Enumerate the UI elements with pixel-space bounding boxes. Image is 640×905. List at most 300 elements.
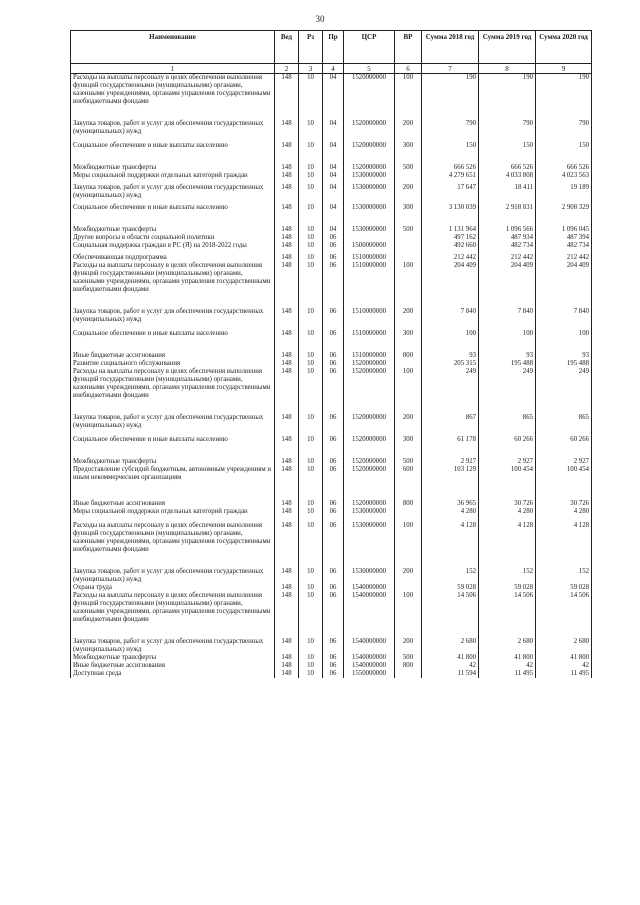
row-rz: 10 bbox=[299, 172, 323, 184]
row-sum-2019: 30 726 bbox=[479, 500, 536, 508]
row-pr: 06 bbox=[323, 508, 344, 522]
row-rz: 10 bbox=[299, 234, 323, 242]
row-sum-2020: 100 454 bbox=[536, 466, 592, 500]
row-ved: 148 bbox=[275, 184, 299, 204]
row-csr: 1530000000 bbox=[344, 568, 395, 584]
header-sum-2019: Сумма 2019 год bbox=[479, 31, 536, 64]
row-ved: 148 bbox=[275, 142, 299, 164]
row-name: Закупка товаров, работ и услуг для обеспечения государственных (муниципальных) нужд bbox=[71, 638, 275, 654]
row-rz: 10 bbox=[299, 352, 323, 360]
row-csr: 1530000000 bbox=[344, 522, 395, 568]
row-name: Охрана труда bbox=[71, 584, 275, 592]
budget-table bbox=[70, 30, 591, 678]
row-sum-2020: 482 734 bbox=[536, 242, 592, 254]
row-vr bbox=[395, 360, 422, 368]
row-pr: 06 bbox=[323, 592, 344, 638]
row-vr bbox=[395, 670, 422, 678]
row-csr: 1510000000 bbox=[344, 254, 395, 262]
row-vr: 800 bbox=[395, 500, 422, 508]
row-pr: 06 bbox=[323, 352, 344, 360]
row-sum-2020: 60 266 bbox=[536, 436, 592, 458]
row-sum-2018: 212 442 bbox=[422, 254, 479, 262]
row-pr: 06 bbox=[323, 466, 344, 500]
row-name: Расходы на выплаты персоналу в целях обеспечения выполнения функций государственными (муниципальными) органами, казенными учреждениями, органами управления государственными внебюджетными фондами bbox=[71, 522, 275, 568]
row-ved: 148 bbox=[275, 368, 299, 414]
table-row bbox=[71, 466, 592, 500]
row-ved: 148 bbox=[275, 234, 299, 242]
row-csr: 1530000000 bbox=[344, 184, 395, 204]
row-vr bbox=[395, 254, 422, 262]
row-rz: 10 bbox=[299, 184, 323, 204]
row-pr: 06 bbox=[323, 670, 344, 678]
row-rz: 10 bbox=[299, 226, 323, 234]
row-rz: 10 bbox=[299, 584, 323, 592]
row-sum-2018: 41 800 bbox=[422, 654, 479, 662]
row-csr: 1540000000 bbox=[344, 584, 395, 592]
header-name: Наименование bbox=[71, 31, 275, 64]
row-sum-2020: 14 506 bbox=[536, 592, 592, 638]
row-csr: 1540000000 bbox=[344, 638, 395, 654]
row-name: Доступная среда bbox=[71, 670, 275, 678]
row-rz: 10 bbox=[299, 142, 323, 164]
column-number: 4 bbox=[323, 64, 344, 74]
table-row bbox=[71, 592, 592, 638]
table-row bbox=[71, 638, 592, 654]
row-ved: 148 bbox=[275, 584, 299, 592]
row-rz: 10 bbox=[299, 638, 323, 654]
row-ved: 148 bbox=[275, 458, 299, 466]
row-sum-2019: 2 680 bbox=[479, 638, 536, 654]
row-csr: 1520000000 bbox=[344, 142, 395, 164]
table-row bbox=[71, 120, 592, 142]
row-pr: 06 bbox=[323, 254, 344, 262]
table-row bbox=[71, 308, 592, 330]
row-csr: 1540000000 bbox=[344, 654, 395, 662]
row-ved: 148 bbox=[275, 360, 299, 368]
row-pr: 04 bbox=[323, 142, 344, 164]
row-csr: 1530000000 bbox=[344, 226, 395, 234]
row-vr: 800 bbox=[395, 662, 422, 670]
column-number-row bbox=[71, 64, 592, 74]
row-sum-2018: 867 bbox=[422, 414, 479, 436]
row-rz: 10 bbox=[299, 74, 323, 121]
row-sum-2019: 790 bbox=[479, 120, 536, 142]
row-sum-2018: 17 647 bbox=[422, 184, 479, 204]
row-sum-2018: 152 bbox=[422, 568, 479, 584]
header-vr: ВР bbox=[395, 31, 422, 64]
row-csr: 1520000000 bbox=[344, 360, 395, 368]
row-vr: 500 bbox=[395, 164, 422, 172]
table-row bbox=[71, 242, 592, 254]
row-csr: 1530000000 bbox=[344, 172, 395, 184]
row-rz: 10 bbox=[299, 568, 323, 584]
header-row bbox=[71, 31, 592, 64]
row-name: Меры социальной поддержки отдельных категорий граждан bbox=[71, 508, 275, 522]
row-sum-2019: 42 bbox=[479, 662, 536, 670]
column-number: 5 bbox=[344, 64, 395, 74]
row-ved: 148 bbox=[275, 638, 299, 654]
row-rz: 10 bbox=[299, 436, 323, 458]
row-vr: 100 bbox=[395, 592, 422, 638]
row-rz: 10 bbox=[299, 508, 323, 522]
row-vr: 100 bbox=[395, 368, 422, 414]
header-ved: Вед bbox=[275, 31, 299, 64]
row-sum-2020: 152 bbox=[536, 568, 592, 584]
row-name: Обеспечивающая подпрограмма bbox=[71, 254, 275, 262]
row-rz: 10 bbox=[299, 500, 323, 508]
row-name: Социальное обеспечение и иные выплаты населению bbox=[71, 436, 275, 458]
row-csr: 1520000000 bbox=[344, 500, 395, 508]
row-sum-2020: 11 495 bbox=[536, 670, 592, 678]
row-sum-2019: 100 bbox=[479, 330, 536, 352]
row-sum-2019: 14 506 bbox=[479, 592, 536, 638]
row-csr: 1520000000 bbox=[344, 368, 395, 414]
row-pr: 06 bbox=[323, 242, 344, 254]
row-sum-2018: 790 bbox=[422, 120, 479, 142]
row-pr: 06 bbox=[323, 662, 344, 670]
header-sum-2018: Сумма 2018 год bbox=[422, 31, 479, 64]
row-rz: 10 bbox=[299, 662, 323, 670]
row-pr: 04 bbox=[323, 226, 344, 234]
row-sum-2020: 204 409 bbox=[536, 262, 592, 308]
row-ved: 148 bbox=[275, 592, 299, 638]
row-ved: 148 bbox=[275, 568, 299, 584]
column-number: 7 bbox=[422, 64, 479, 74]
row-sum-2019: 487 934 bbox=[479, 234, 536, 242]
row-sum-2019: 152 bbox=[479, 568, 536, 584]
row-ved: 148 bbox=[275, 74, 299, 121]
row-sum-2020: 195 488 bbox=[536, 360, 592, 368]
table-row bbox=[71, 670, 592, 678]
row-pr: 04 bbox=[323, 172, 344, 184]
row-pr: 06 bbox=[323, 654, 344, 662]
row-sum-2019: 41 800 bbox=[479, 654, 536, 662]
row-sum-2019: 195 488 bbox=[479, 360, 536, 368]
table-row bbox=[71, 414, 592, 436]
row-pr: 06 bbox=[323, 584, 344, 592]
row-sum-2018: 492 660 bbox=[422, 242, 479, 254]
table-row bbox=[71, 204, 592, 226]
row-sum-2020: 41 800 bbox=[536, 654, 592, 662]
row-sum-2019: 150 bbox=[479, 142, 536, 164]
row-rz: 10 bbox=[299, 242, 323, 254]
row-ved: 148 bbox=[275, 670, 299, 678]
row-rz: 10 bbox=[299, 330, 323, 352]
table-row bbox=[71, 262, 592, 308]
row-sum-2019: 190 bbox=[479, 74, 536, 121]
row-sum-2020: 249 bbox=[536, 368, 592, 414]
header-sum-2020: Сумма 2020 год bbox=[536, 31, 592, 64]
row-csr: 1550000000 bbox=[344, 670, 395, 678]
row-rz: 10 bbox=[299, 262, 323, 308]
row-name: Предоставление субсидий бюджетным, автономным учреждениям и иным некоммерческим организациям bbox=[71, 466, 275, 500]
row-ved: 148 bbox=[275, 164, 299, 172]
column-number: 2 bbox=[275, 64, 299, 74]
row-sum-2018: 36 965 bbox=[422, 500, 479, 508]
row-csr: 1510000000 bbox=[344, 308, 395, 330]
column-number: 1 bbox=[71, 64, 275, 74]
header-pr: Пр bbox=[323, 31, 344, 64]
row-name: Иные бюджетные ассигнования bbox=[71, 352, 275, 360]
table-row bbox=[71, 662, 592, 670]
row-sum-2018: 103 129 bbox=[422, 466, 479, 500]
row-pr: 06 bbox=[323, 458, 344, 466]
row-sum-2019: 249 bbox=[479, 368, 536, 414]
row-sum-2019: 11 495 bbox=[479, 670, 536, 678]
row-ved: 148 bbox=[275, 242, 299, 254]
column-number: 3 bbox=[299, 64, 323, 74]
row-sum-2019: 59 028 bbox=[479, 584, 536, 592]
row-sum-2018: 42 bbox=[422, 662, 479, 670]
row-name: Социальное обеспечение и иные выплаты населению bbox=[71, 330, 275, 352]
row-rz: 10 bbox=[299, 360, 323, 368]
table-row bbox=[71, 368, 592, 414]
row-csr: 1510000000 bbox=[344, 330, 395, 352]
row-csr: 1530000000 bbox=[344, 508, 395, 522]
row-vr bbox=[395, 172, 422, 184]
row-rz: 10 bbox=[299, 654, 323, 662]
row-name: Расходы на выплаты персоналу в целях обеспечения выполнения функций государственными (муниципальными) органами, казенными учреждениями, органами управления государственными внебюджетными фондами bbox=[71, 74, 275, 121]
row-sum-2018: 4 279 651 bbox=[422, 172, 479, 184]
table-row bbox=[71, 654, 592, 662]
row-sum-2018: 2 680 bbox=[422, 638, 479, 654]
row-name: Развитие социального обслуживания bbox=[71, 360, 275, 368]
row-pr: 06 bbox=[323, 368, 344, 414]
row-name: Меры социальной поддержки отдельных категорий граждан bbox=[71, 172, 275, 184]
row-rz: 10 bbox=[299, 204, 323, 226]
table-row bbox=[71, 74, 592, 121]
row-name: Межбюджетные трансферты bbox=[71, 654, 275, 662]
row-rz: 10 bbox=[299, 120, 323, 142]
row-ved: 148 bbox=[275, 654, 299, 662]
row-sum-2019: 212 442 bbox=[479, 254, 536, 262]
row-csr: 1520000000 bbox=[344, 414, 395, 436]
row-pr: 04 bbox=[323, 164, 344, 172]
row-sum-2020: 59 028 bbox=[536, 584, 592, 592]
table-row bbox=[71, 584, 592, 592]
table-row bbox=[71, 436, 592, 458]
row-ved: 148 bbox=[275, 500, 299, 508]
row-sum-2020: 1 096 045 bbox=[536, 226, 592, 234]
row-sum-2020: 2 908 329 bbox=[536, 204, 592, 226]
row-sum-2018: 7 840 bbox=[422, 308, 479, 330]
table-row bbox=[71, 352, 592, 360]
row-ved: 148 bbox=[275, 522, 299, 568]
row-name: Расходы на выплаты персоналу в целях обеспечения выполнения функций государственными (муниципальными) органами, казенными учреждениями, органами управления государственными внебюджетными фондами bbox=[71, 592, 275, 638]
row-pr: 04 bbox=[323, 184, 344, 204]
table-row bbox=[71, 172, 592, 184]
row-csr: 1510000000 bbox=[344, 262, 395, 308]
row-sum-2019: 4 033 808 bbox=[479, 172, 536, 184]
row-sum-2020: 4 128 bbox=[536, 522, 592, 568]
row-sum-2019: 666 526 bbox=[479, 164, 536, 172]
row-pr: 06 bbox=[323, 522, 344, 568]
row-sum-2019: 60 266 bbox=[479, 436, 536, 458]
row-sum-2020: 42 bbox=[536, 662, 592, 670]
row-vr: 100 bbox=[395, 74, 422, 121]
row-pr: 04 bbox=[323, 74, 344, 121]
row-sum-2018: 4 280 bbox=[422, 508, 479, 522]
row-pr: 06 bbox=[323, 568, 344, 584]
table-row bbox=[71, 164, 592, 172]
row-sum-2018: 11 594 bbox=[422, 670, 479, 678]
row-vr: 500 bbox=[395, 458, 422, 466]
row-sum-2019: 7 840 bbox=[479, 308, 536, 330]
row-vr: 300 bbox=[395, 142, 422, 164]
row-csr: 1520000000 bbox=[344, 74, 395, 121]
row-rz: 10 bbox=[299, 368, 323, 414]
row-vr: 300 bbox=[395, 330, 422, 352]
row-vr bbox=[395, 584, 422, 592]
row-sum-2018: 205 315 bbox=[422, 360, 479, 368]
row-pr: 04 bbox=[323, 204, 344, 226]
row-sum-2019: 4 280 bbox=[479, 508, 536, 522]
column-number: 9 bbox=[536, 64, 592, 74]
table-row bbox=[71, 522, 592, 568]
page-number: 30 bbox=[315, 14, 325, 24]
row-vr: 500 bbox=[395, 226, 422, 234]
row-name: Межбюджетные трансферты bbox=[71, 458, 275, 466]
table-row bbox=[71, 360, 592, 368]
row-name: Межбюджетные трансферты bbox=[71, 226, 275, 234]
row-vr bbox=[395, 242, 422, 254]
row-rz: 10 bbox=[299, 522, 323, 568]
row-sum-2020: 2 680 bbox=[536, 638, 592, 654]
row-vr: 800 bbox=[395, 352, 422, 360]
row-sum-2018: 3 130 039 bbox=[422, 204, 479, 226]
row-rz: 10 bbox=[299, 466, 323, 500]
row-name: Иные бюджетные ассигнования bbox=[71, 500, 275, 508]
row-sum-2020: 19 189 bbox=[536, 184, 592, 204]
row-sum-2018: 59 028 bbox=[422, 584, 479, 592]
table-row bbox=[71, 568, 592, 584]
row-vr: 600 bbox=[395, 466, 422, 500]
row-sum-2018: 100 bbox=[422, 330, 479, 352]
row-sum-2019: 2 918 831 bbox=[479, 204, 536, 226]
row-vr: 100 bbox=[395, 522, 422, 568]
header-csr: ЦСР bbox=[344, 31, 395, 64]
row-rz: 10 bbox=[299, 164, 323, 172]
row-ved: 148 bbox=[275, 254, 299, 262]
column-number: 6 bbox=[395, 64, 422, 74]
row-sum-2018: 497 162 bbox=[422, 234, 479, 242]
row-name: Межбюджетные трансферты bbox=[71, 164, 275, 172]
row-sum-2019: 865 bbox=[479, 414, 536, 436]
row-sum-2018: 1 131 964 bbox=[422, 226, 479, 234]
row-ved: 148 bbox=[275, 172, 299, 184]
row-ved: 148 bbox=[275, 262, 299, 308]
row-ved: 148 bbox=[275, 662, 299, 670]
row-vr: 200 bbox=[395, 184, 422, 204]
row-name: Расходы на выплаты персоналу в целях обеспечения выполнения функций государственными (муниципальными) органами, казенными учреждениями, органами управления государственными внебюджетными фондами bbox=[71, 368, 275, 414]
row-ved: 148 bbox=[275, 436, 299, 458]
row-sum-2020: 100 bbox=[536, 330, 592, 352]
row-vr: 200 bbox=[395, 120, 422, 142]
row-vr: 500 bbox=[395, 654, 422, 662]
row-sum-2020: 212 442 bbox=[536, 254, 592, 262]
table-row bbox=[71, 142, 592, 164]
row-csr: 1520000000 bbox=[344, 164, 395, 172]
row-ved: 148 bbox=[275, 508, 299, 522]
row-sum-2019: 100 454 bbox=[479, 466, 536, 500]
row-csr: 1540000000 bbox=[344, 592, 395, 638]
row-csr: 1510000000 bbox=[344, 352, 395, 360]
row-rz: 10 bbox=[299, 254, 323, 262]
row-sum-2018: 4 128 bbox=[422, 522, 479, 568]
row-sum-2018: 14 506 bbox=[422, 592, 479, 638]
table-row bbox=[71, 500, 592, 508]
row-csr: 1520000000 bbox=[344, 436, 395, 458]
row-name: Социальное обеспечение и иные выплаты населению bbox=[71, 204, 275, 226]
row-name: Закупка товаров, работ и услуг для обеспечения государственных (муниципальных) нужд bbox=[71, 308, 275, 330]
row-name: Закупка товаров, работ и услуг для обеспечения государственных (муниципальных) нужд bbox=[71, 568, 275, 584]
row-sum-2020: 190 bbox=[536, 74, 592, 121]
row-ved: 148 bbox=[275, 120, 299, 142]
table-row bbox=[71, 254, 592, 262]
row-name: Другие вопросы в области социальной политики bbox=[71, 234, 275, 242]
table-body bbox=[71, 74, 592, 679]
row-sum-2018: 249 bbox=[422, 368, 479, 414]
row-sum-2020: 666 526 bbox=[536, 164, 592, 172]
row-sum-2020: 487 394 bbox=[536, 234, 592, 242]
row-name: Расходы на выплаты персоналу в целях обеспечения выполнения функций государственными (муниципальными) органами, казенными учреждениями, органами управления государственными внебюджетными фондами bbox=[71, 262, 275, 308]
table-row bbox=[71, 184, 592, 204]
table-row bbox=[71, 330, 592, 352]
row-sum-2018: 190 bbox=[422, 74, 479, 121]
row-sum-2019: 204 409 bbox=[479, 262, 536, 308]
row-vr: 200 bbox=[395, 638, 422, 654]
row-name: Социальная поддержка граждан в РС (Я) на 2018-2022 годы bbox=[71, 242, 275, 254]
row-vr: 200 bbox=[395, 568, 422, 584]
row-ved: 148 bbox=[275, 308, 299, 330]
row-sum-2019: 4 128 bbox=[479, 522, 536, 568]
row-sum-2020: 4 023 563 bbox=[536, 172, 592, 184]
row-vr: 100 bbox=[395, 262, 422, 308]
row-name: Социальное обеспечение и иные выплаты населению bbox=[71, 142, 275, 164]
row-rz: 10 bbox=[299, 592, 323, 638]
row-sum-2020: 93 bbox=[536, 352, 592, 360]
table-row bbox=[71, 458, 592, 466]
row-sum-2020: 2 927 bbox=[536, 458, 592, 466]
row-sum-2018: 204 409 bbox=[422, 262, 479, 308]
row-name: Закупка товаров, работ и услуг для обеспечения государственных (муниципальных) нужд bbox=[71, 184, 275, 204]
row-pr: 06 bbox=[323, 330, 344, 352]
row-csr: 1530000000 bbox=[344, 204, 395, 226]
row-name: Закупка товаров, работ и услуг для обеспечения государственных (муниципальных) нужд bbox=[71, 120, 275, 142]
row-ved: 148 bbox=[275, 352, 299, 360]
row-csr: 1520000000 bbox=[344, 458, 395, 466]
row-pr: 06 bbox=[323, 308, 344, 330]
row-sum-2018: 2 927 bbox=[422, 458, 479, 466]
row-rz: 10 bbox=[299, 308, 323, 330]
row-vr bbox=[395, 508, 422, 522]
row-ved: 148 bbox=[275, 204, 299, 226]
row-ved: 148 bbox=[275, 466, 299, 500]
row-ved: 148 bbox=[275, 330, 299, 352]
row-pr: 06 bbox=[323, 500, 344, 508]
row-rz: 10 bbox=[299, 670, 323, 678]
row-vr: 300 bbox=[395, 436, 422, 458]
row-csr bbox=[344, 234, 395, 242]
row-sum-2020: 790 bbox=[536, 120, 592, 142]
row-vr: 200 bbox=[395, 308, 422, 330]
column-number: 8 bbox=[479, 64, 536, 74]
row-sum-2019: 1 096 566 bbox=[479, 226, 536, 234]
row-csr: 1520000000 bbox=[344, 466, 395, 500]
row-sum-2019: 2 927 bbox=[479, 458, 536, 466]
row-sum-2018: 150 bbox=[422, 142, 479, 164]
row-name: Закупка товаров, работ и услуг для обеспечения государственных (муниципальных) нужд bbox=[71, 414, 275, 436]
